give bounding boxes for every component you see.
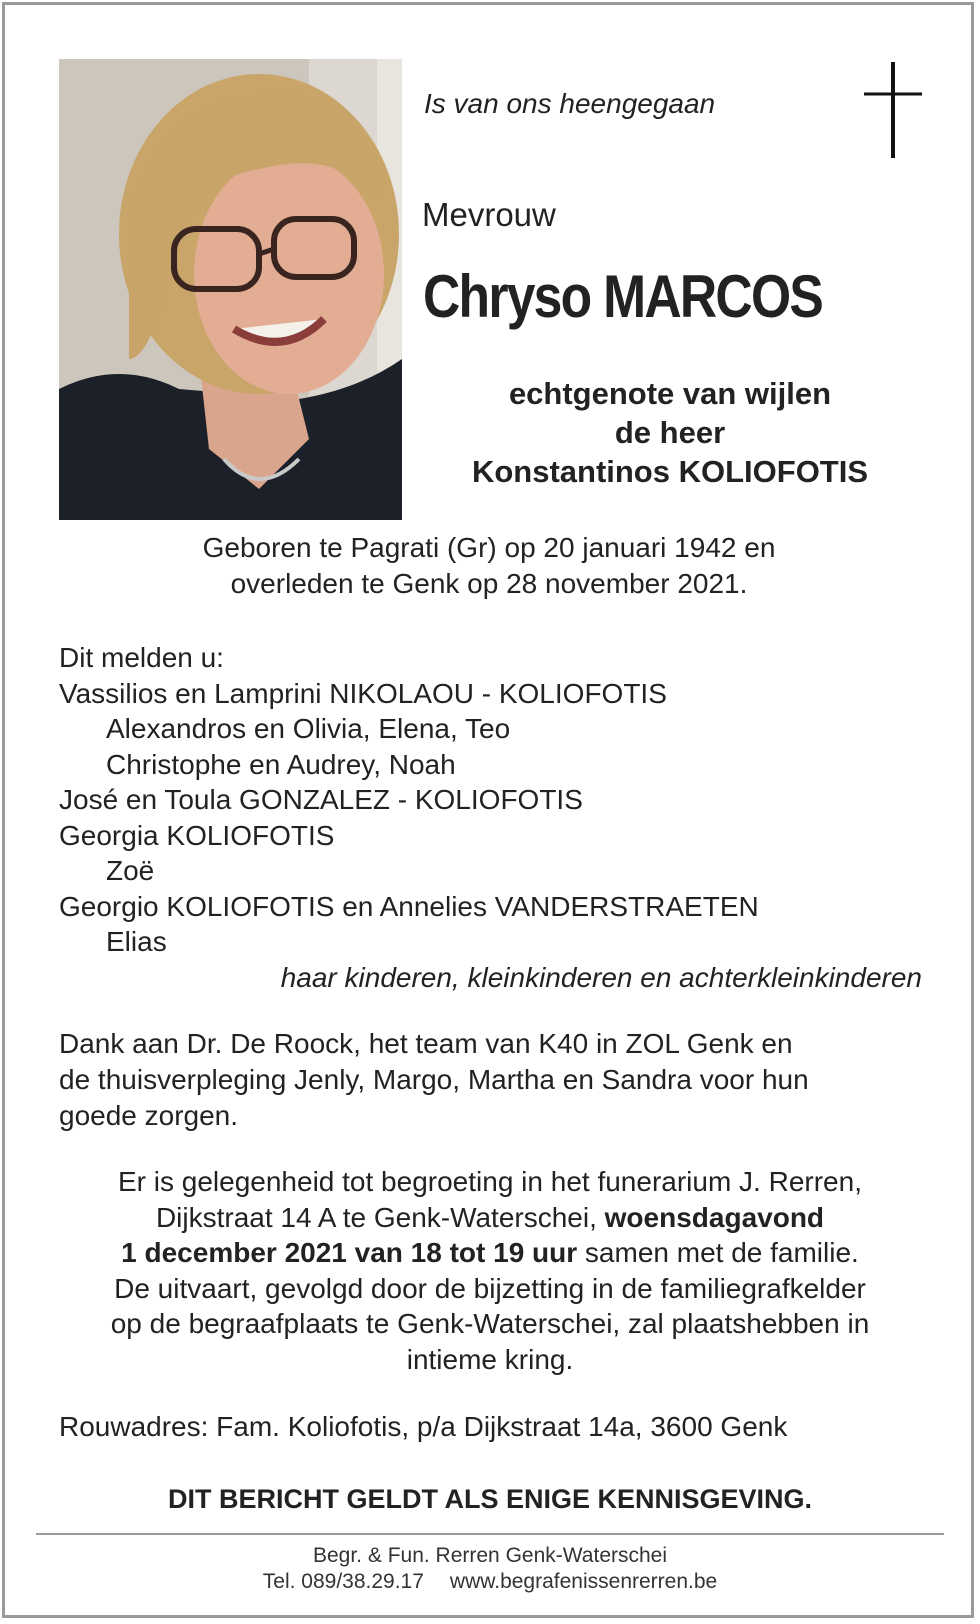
ceremony-with-family: samen met de familie.	[577, 1237, 859, 1268]
mourning-address: Rouwadres: Fam. Koliofotis, p/a Dijkstraat 14a, 3600 Genk	[59, 1411, 788, 1442]
thanks-line: goede zorgen.	[59, 1100, 239, 1131]
spouse-block	[420, 374, 920, 491]
family-relation: haar kinderen, kleinkinderen en achterkleinkinderen	[280, 961, 922, 993]
ceremony-line: op de begraafplaats te Genk-Waterschei, zal plaatshebben in	[110, 1308, 870, 1339]
spouse-line: de heer	[614, 415, 726, 450]
family-member: Zoë	[106, 855, 155, 886]
spouse-line: Konstantinos KOLIOFOTIS	[471, 454, 869, 489]
spouse-line: echtgenote van wijlen	[508, 376, 832, 411]
family-member: Alexandros en Olivia, Elena, Teo	[106, 713, 511, 744]
family-block	[59, 640, 929, 995]
ceremony-line: intieme kring.	[406, 1343, 574, 1375]
thanks-line: Dank aan Dr. De Roock, het team van K40 in ZOL Genk en	[59, 1028, 793, 1059]
birth-death-block	[59, 530, 919, 602]
ceremony-block	[40, 1164, 940, 1377]
ceremony-day: woensdagavond	[604, 1201, 825, 1233]
portrait-illustration	[59, 59, 402, 520]
phone-number: Tel. 089/38.29.17	[262, 1570, 424, 1593]
ceremony-line: Er is gelegenheid tot begroeting in het funerarium J. Rerren,	[118, 1166, 862, 1197]
family-member: Vassilios en Lamprini NIKOLAOU - KOLIOFOTIS	[59, 677, 667, 709]
contact-line	[40, 1569, 940, 1595]
thanks-block	[59, 1026, 929, 1134]
death-line: overleden te Genk op 28 november 2021.	[230, 568, 748, 599]
ceremony-datetime: 1 december 2021 van 18 tot 19 uur	[121, 1237, 578, 1268]
birth-line: Geboren te Pagrati (Gr) op 20 januari 1942 en	[202, 532, 776, 563]
portrait-photo	[59, 59, 402, 520]
deceased-name: Chryso MARCOS	[423, 263, 823, 330]
footer-divider	[36, 1533, 944, 1535]
ceremony-line	[40, 1235, 940, 1271]
thanks-line: de thuisverpleging Jenly, Margo, Martha en Sandra voor hun	[59, 1064, 809, 1095]
footer	[40, 1543, 940, 1595]
funeral-company: Begr. & Fun. Rerren Genk-Waterschei	[312, 1544, 668, 1567]
ceremony-venue: Dijkstraat 14 A te Genk-Waterschei,	[155, 1201, 605, 1233]
title-prefix: Mevrouw	[422, 196, 556, 233]
family-member: Georgia KOLIOFOTIS	[59, 819, 335, 851]
ceremony-line: De uitvaart, gevolgd door de bijzetting in de familiegrafkelder	[114, 1272, 866, 1304]
family-member: Georgio KOLIOFOTIS en Annelies VANDERSTRAETEN	[59, 890, 759, 922]
family-heading: Dit melden u:	[59, 642, 224, 673]
website-link[interactable]: www.begrafenissenrerren.be	[449, 1570, 718, 1593]
family-member: Elias	[106, 926, 167, 957]
notice-text: DIT BERICHT GELDT ALS ENIGE KENNISGEVING.	[167, 1484, 813, 1514]
ceremony-line	[40, 1200, 940, 1236]
intro-text: Is van ons heengegaan	[424, 88, 716, 119]
family-member: Christophe en Audrey, Noah	[106, 748, 456, 780]
family-member: José en Toula GONZALEZ - KOLIOFOTIS	[59, 784, 583, 815]
cross-icon	[864, 62, 922, 158]
